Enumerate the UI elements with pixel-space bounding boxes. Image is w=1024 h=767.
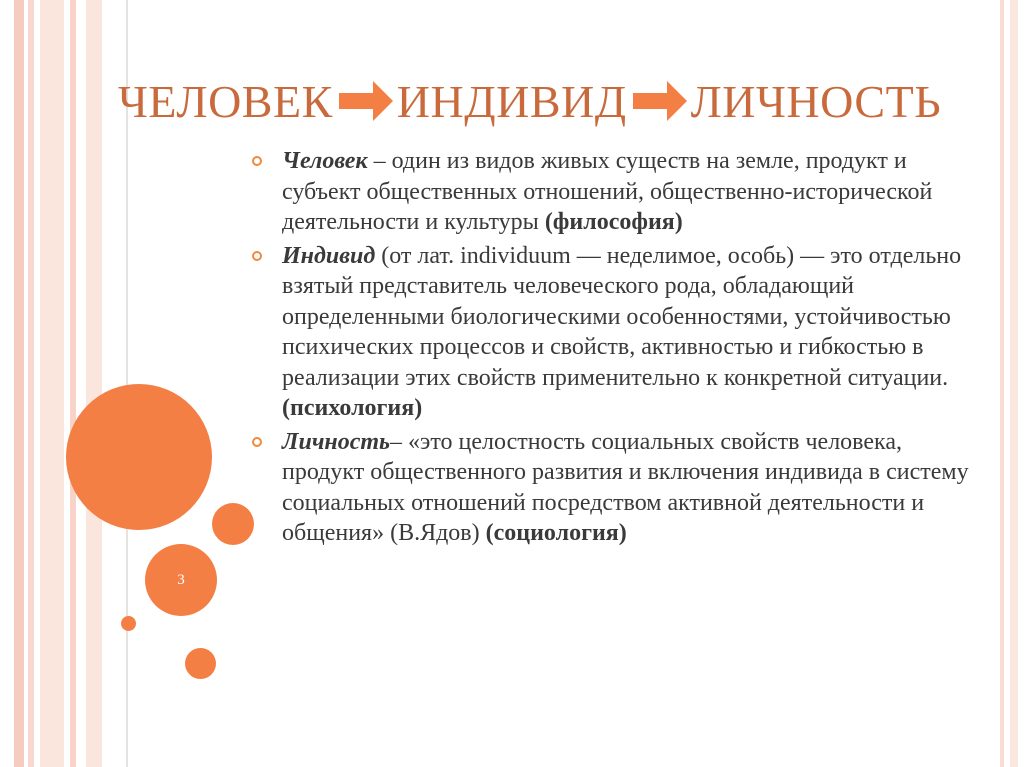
title-word-lichnost: ЛИЧНОСТЬ (690, 75, 942, 127)
right-arrow-icon (633, 79, 687, 123)
list-item-chelovek (248, 146, 978, 238)
title-word-chelovek: ЧЕЛОВЕК (118, 75, 333, 127)
slide-number-badge (145, 544, 217, 616)
slide-title (118, 66, 998, 136)
right-arrow-icon (339, 79, 393, 123)
discipline-label: (социология) (485, 520, 627, 546)
definition-paragraph (282, 146, 978, 238)
discipline-label: (психология) (282, 395, 423, 421)
list-item-individ (248, 241, 978, 424)
decorative-stripe (40, 0, 64, 767)
decorative-stripe (70, 0, 76, 767)
title-word-individ: ИНДИВИД (396, 75, 627, 127)
bullet-icon (252, 437, 262, 447)
list-item-lichnost (248, 427, 978, 549)
definitions-list (248, 146, 978, 552)
decorative-stripe (86, 0, 102, 767)
definition-text: (от лат. individuum — неделимое, особь) — это отдельно взятый представитель человеческого рода, обладающий определенными биологическими особенностями, устойчивостью психических процессов и свойств, активностью и гибкостью в реализации этих свойств применительно к конкретной ситуации. (282, 242, 962, 391)
decorative-circle-large (66, 384, 212, 530)
definition-text: – «это целостность социальных свойств человека, продукт общественного развития и включения индивида в систему социальных отношений посредством активной деятельности и общения» (В.Ядов) (282, 428, 969, 546)
term: Личность (282, 428, 391, 455)
decorative-stripe (1010, 0, 1018, 767)
term: Индивид (282, 242, 376, 269)
definition-paragraph (282, 241, 978, 424)
bullet-icon (252, 251, 262, 261)
definition-text: – один из видов живых существ на земле, продукт и субъект общественных отношений, общественно-исторической деятельности и культуры (282, 148, 933, 235)
term: Человек (282, 148, 368, 174)
slide-number: 3 (177, 571, 185, 588)
decorative-circle-small (121, 616, 136, 631)
discipline-label: (философия) (544, 209, 683, 235)
decorative-stripe (1000, 0, 1004, 767)
decorative-stripe (28, 0, 34, 767)
bullet-icon (252, 156, 262, 166)
decorative-stripe (14, 0, 24, 767)
definition-paragraph (282, 427, 978, 549)
decorative-circle-small (185, 648, 216, 679)
